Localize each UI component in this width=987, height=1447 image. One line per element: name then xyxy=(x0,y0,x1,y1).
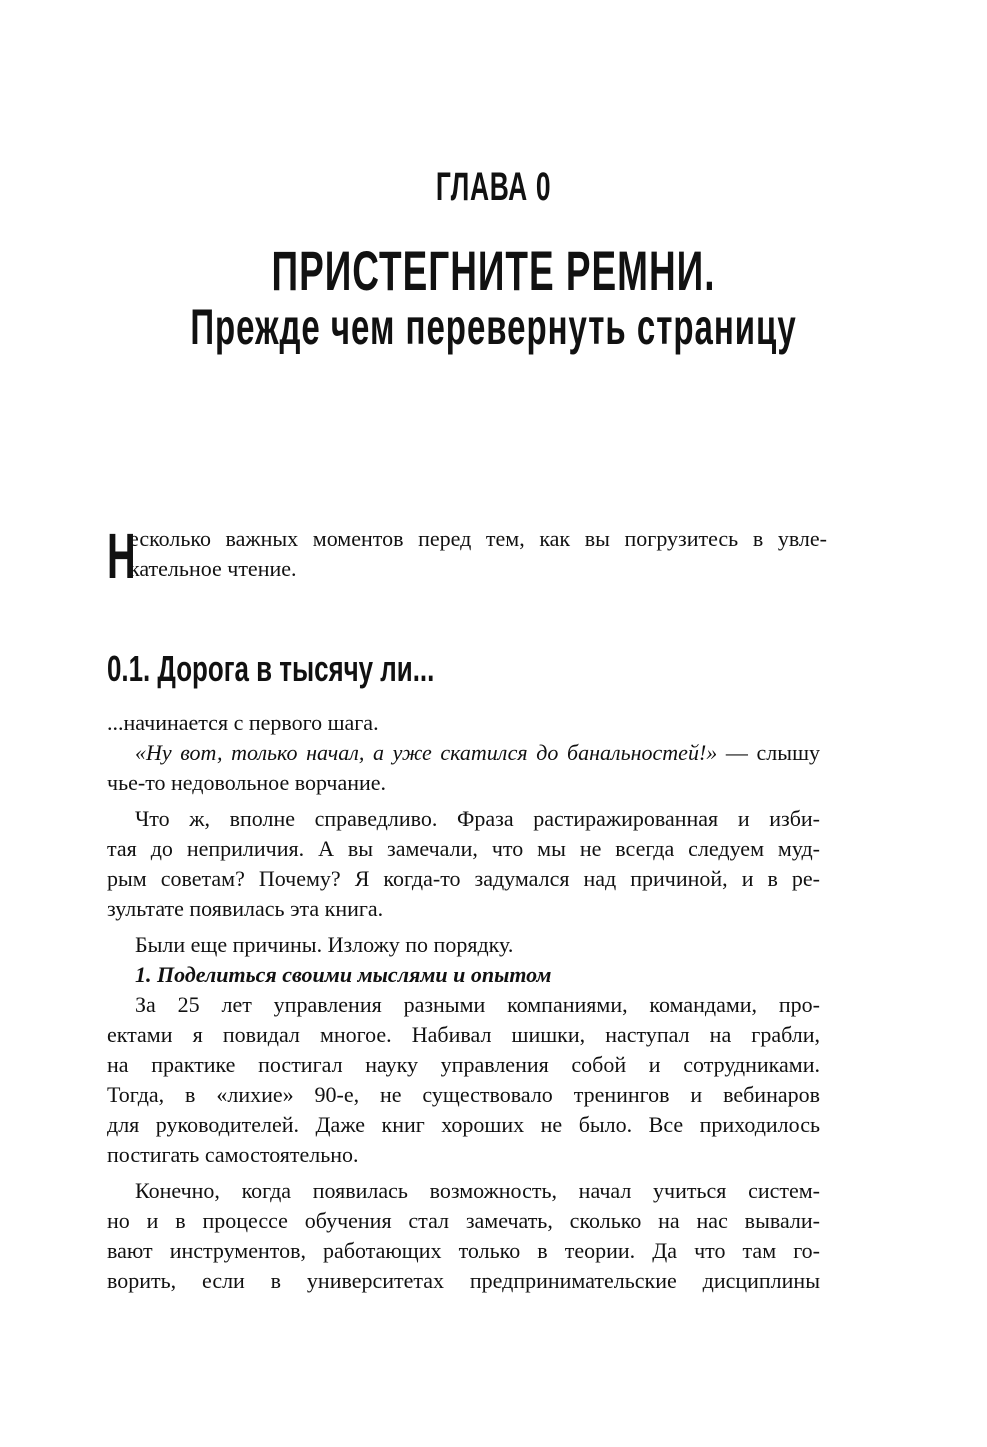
section-heading: 0.1. Дорога в тысячу ли... xyxy=(107,648,435,689)
paragraph-line: За 25 лет управления разными компаниями, командами, про- xyxy=(135,992,820,1017)
paragraph-line: вают инструментов, работающих только в теории. Да что там го- xyxy=(107,1238,820,1263)
chapter-title-line-2: Прежде чем перевернуть страницу xyxy=(190,299,797,355)
paragraph-line: чье-то недовольное ворчание. xyxy=(107,770,387,795)
paragraph-line xyxy=(107,738,820,768)
paragraph-line: тая до неприличия. А вы замечали, что мы не всегда следуем муд- xyxy=(107,836,820,861)
paragraph-line: зультате появилась эта книга. xyxy=(107,896,384,921)
intro-line: кательное чтение. xyxy=(129,556,297,581)
intro-line: есколько важных моментов перед тем, как вы погрузитесь в увле- xyxy=(129,526,827,551)
paragraph-line: ворить, если в университетах предпринимательские дисциплины xyxy=(107,1268,820,1293)
paragraph-line: ...начинается с первого шага. xyxy=(107,710,379,735)
paragraph-line: для руководителей. Даже книг хороших не было. Все приходилось xyxy=(107,1112,820,1137)
paragraph-line: Тогда, в «лихие» 90-е, не существовало тренингов и вебинаров xyxy=(107,1082,820,1107)
paragraph-line: на практике постигал науку управления собой и сотрудниками. xyxy=(107,1052,820,1077)
paragraph-line: Были еще причины. Изложу по порядку. xyxy=(135,932,514,957)
body-text xyxy=(107,708,820,1296)
paragraph-line: но и в процессе обучения стал замечать, сколько на нас вывали- xyxy=(107,1208,820,1233)
paragraph-line: постигать самостоятельно. xyxy=(107,1142,359,1167)
intro-paragraph xyxy=(107,520,827,592)
paragraph-line: Что ж, вполне справедливо. Фраза растиражированная и изби- xyxy=(135,806,820,831)
paragraph-line: рым советам? Почему? Я когда-то задумался над причиной, и в ре- xyxy=(107,866,820,891)
drop-cap: Н xyxy=(107,520,136,592)
chapter-label: ГЛАВА 0 xyxy=(435,165,552,209)
chapter-title-line-1: ПРИСТЕГНИТЕ РЕМНИ. xyxy=(271,239,716,302)
paragraph-line: ектами я повидал многое. Набивал шишки, наступал на грабли, xyxy=(107,1022,820,1047)
quote-text: «Ну вот, только начал, а уже скатился до банальностей!» xyxy=(135,740,718,765)
subheading: 1. Поделиться своими мыслями и опытом xyxy=(135,962,552,987)
paragraph-line: Конечно, когда появилась возможность, начал учиться систем- xyxy=(135,1178,820,1203)
quote-attribution: — слышу xyxy=(717,740,821,765)
